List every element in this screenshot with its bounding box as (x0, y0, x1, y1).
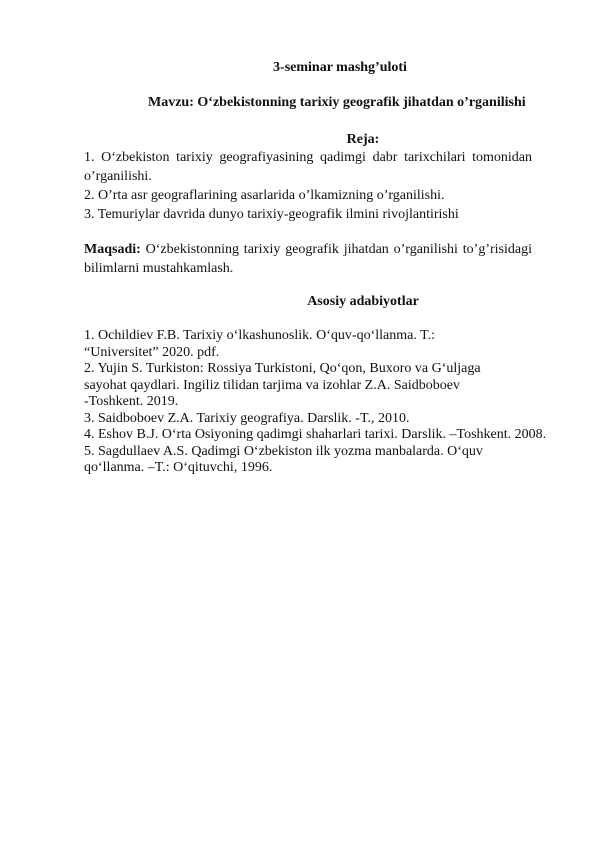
plan-list (84, 148, 532, 224)
reference-line: -Toshkent. 2019. (84, 394, 179, 409)
reference-line: sayohat qaydlari. Ingiliz tilidan tarjima va izohlar Z.A. Saidboboev (84, 377, 460, 393)
reference-line: 3. Saidboboev Z.A. Tarixiy geografiya. Darslik. -T., 2010. (84, 410, 410, 426)
page-title: 3-seminar mashg’uloti (273, 60, 407, 75)
plan-item-1: 1. O‘zbekiston tarixiy geografiyasining qadimgi dabr tarixchilari tomonidan o’rganilishi. (84, 150, 532, 184)
topic-label: Mavzu (148, 95, 190, 110)
reference-line: 2. Yujin S. Turkiston: Rossiya Turkistoni, Qo‘qon, Buxoro va G‘uljaga (84, 361, 481, 376)
plan-item-3: 3. Temuriylar davrida dunyo tarixiy-geografik ilmini rivojlantirishi (84, 207, 459, 222)
reference-line: “Universitet” 2020. pdf. (84, 344, 220, 360)
plan-item-2: 2. O’rta asr geograflarining asarlarida o’lkamizning o’rganilishi. (84, 188, 445, 203)
topic-colon: : (189, 95, 198, 110)
reference-line: 1. Ochildiev F.B. Tarixiy o‘lkashunoslik. O‘quv-qo‘llanma. T.: (84, 328, 435, 343)
goal-paragraph (84, 240, 532, 278)
reference-line: 4. Eshov B.J. O‘rta Osiyoning qadimgi shaharlari tarixi. Darslik. –Toshkent. 2008. (84, 427, 547, 442)
reference-line: qo‘llanma. –T.: O‘qituvchi, 1996. (84, 460, 273, 475)
references-list (84, 328, 554, 477)
plan-heading: Reja: (346, 132, 380, 147)
topic-text: O‘zbekistonning tarixiy geografik jihatdan o’rganilishi (197, 95, 526, 110)
references-heading: Asosiy adabiyotlar (307, 294, 419, 309)
goal-text: O‘zbekistonning tarixiy geografik jihatdan o’rganilishi to’g’risidagi bilimlarni mustahkamlash. (84, 242, 532, 276)
goal-label: Maqsadi: (84, 242, 141, 257)
topic-line (148, 95, 588, 111)
reference-line: 5. Sagdullaev A.S. Qadimgi O‘zbekiston ilk yozma manbalarda. O‘quv (84, 443, 483, 459)
